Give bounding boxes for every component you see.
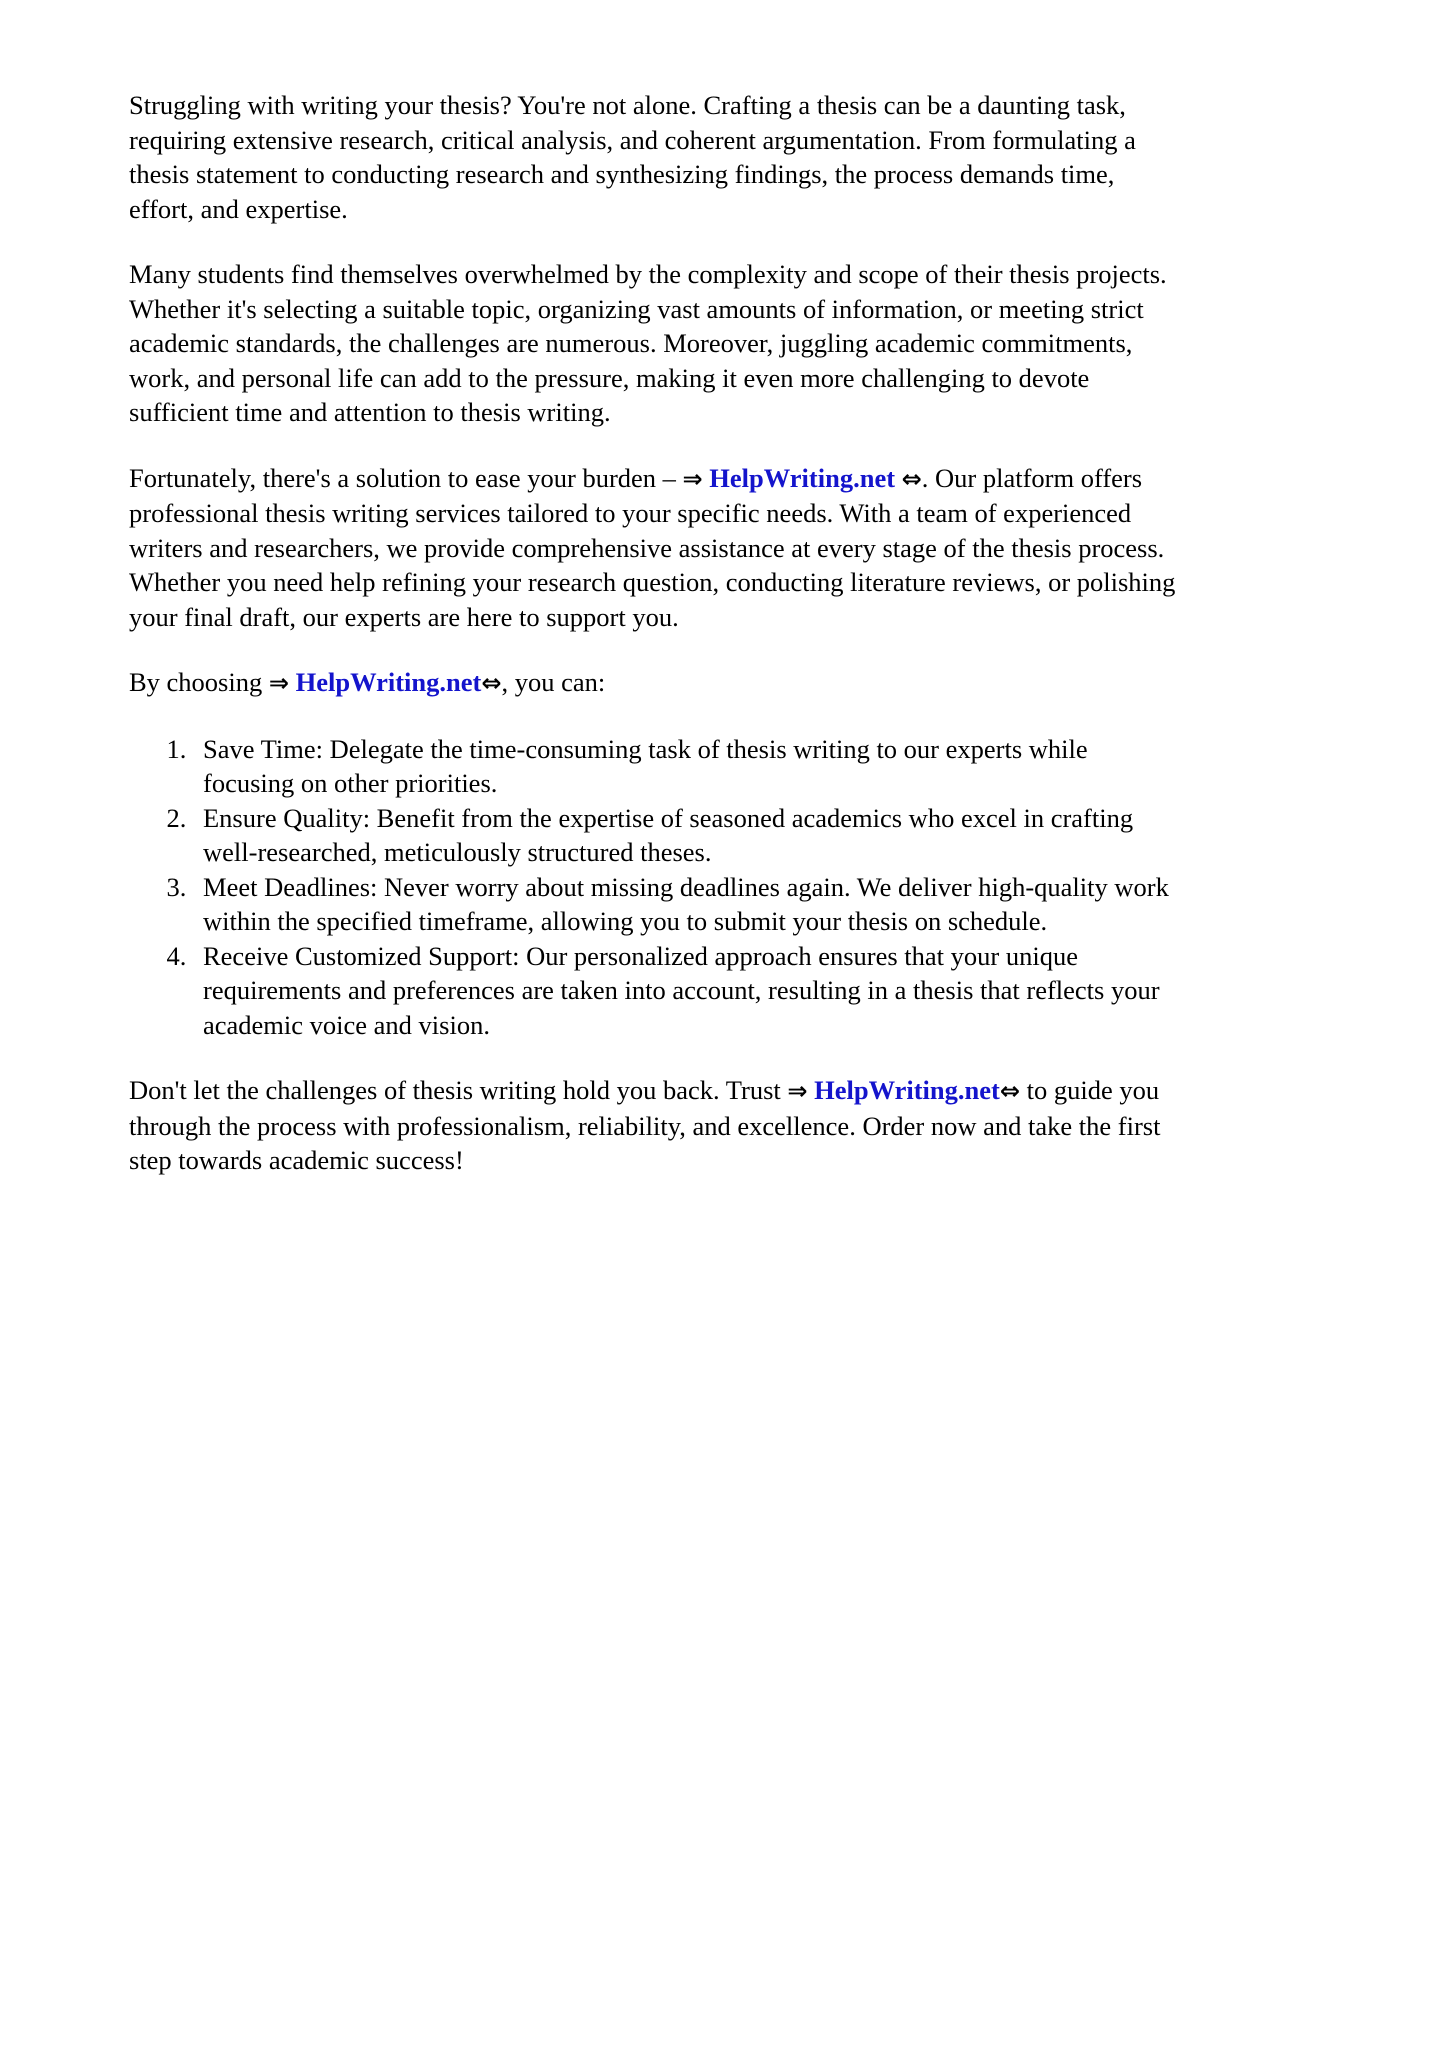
paragraph-solution-lead-text: Fortunately, there's a solution to ease your burden – [129,462,676,493]
left-right-arrow-icon: ⇔ [999,1077,1020,1105]
helpwriting-link[interactable]: HelpWriting.net [814,1075,1000,1105]
paragraph-closing [129,1073,1184,1178]
double-right-arrow-icon: ⇒ [787,1077,808,1105]
double-right-arrow-icon: ⇒ [268,669,289,697]
closing-trail-text: to guide you through the process with professionalism, reliability, and excellence. Order now and take the first step towards academic success! [129,1075,1161,1175]
list-item: 2. Ensure Quality: Benefit from the expertise of seasoned academics who excel in crafting well-researched, meticulously structured theses. [193,801,1184,870]
list-item: 1. Save Time: Delegate the time-consuming task of thesis writing to our experts while focusing on other priorities. [193,732,1184,801]
helpwriting-link[interactable]: HelpWriting.net [295,667,482,697]
paragraph-solution-trail-text: . Our platform offers professional thesis writing services tailored to your specific needs. With a team of experienced writers and researchers, we provide comprehensive assistance at every stage of the thesis process. Whether you need help refining your research question, conducting literature reviews, or polishing your final draft, our experts are here to support you. [129,462,1176,632]
list-item: 4. Receive Customized Support: Our personalized approach ensures that your unique requirements and preferences are taken into account, resulting in a thesis that reflects your academic voice and vision. [193,939,1184,1043]
left-right-arrow-icon: ⇔ [481,669,502,697]
helpwriting-link[interactable]: HelpWriting.net [709,462,896,493]
paragraph-by-choosing [129,665,1184,701]
double-right-arrow-icon: ⇒ [682,464,703,493]
left-right-arrow-icon: ⇔ [901,464,922,493]
document-body [129,88,1184,1178]
benefits-list [129,732,1184,1043]
closing-lead-text: Don't let the challenges of thesis writing hold you back. Trust [129,1075,781,1105]
by-choosing-lead-text: By choosing [129,667,263,697]
paragraph-solution [129,461,1184,635]
list-item: 3. Meet Deadlines: Never worry about missing deadlines again. We deliver high-quality work within the specified timeframe, allowing you to submit your thesis on schedule. [193,870,1184,939]
paragraph-challenges: Many students find themselves overwhelmed by the complexity and scope of their thesis projects. Whether it's selecting a suitable topic, organizing vast amounts of information, or meeting strict academic standards, the challenges are numerous. Moreover, juggling academic commitments, work, and personal life can add to the pressure, making it even more challenging to devote sufficient time and attention to thesis writing. [129,259,1167,427]
by-choosing-trail-text: , you can: [501,667,606,697]
paragraph-intro: Struggling with writing your thesis? You're not alone. Crafting a thesis can be a daunting task, requiring extensive research, critical analysis, and coherent argumentation. From formulating a thesis statement to conducting research and synthesizing findings, the process demands time, effort, and expertise. [129,90,1136,224]
